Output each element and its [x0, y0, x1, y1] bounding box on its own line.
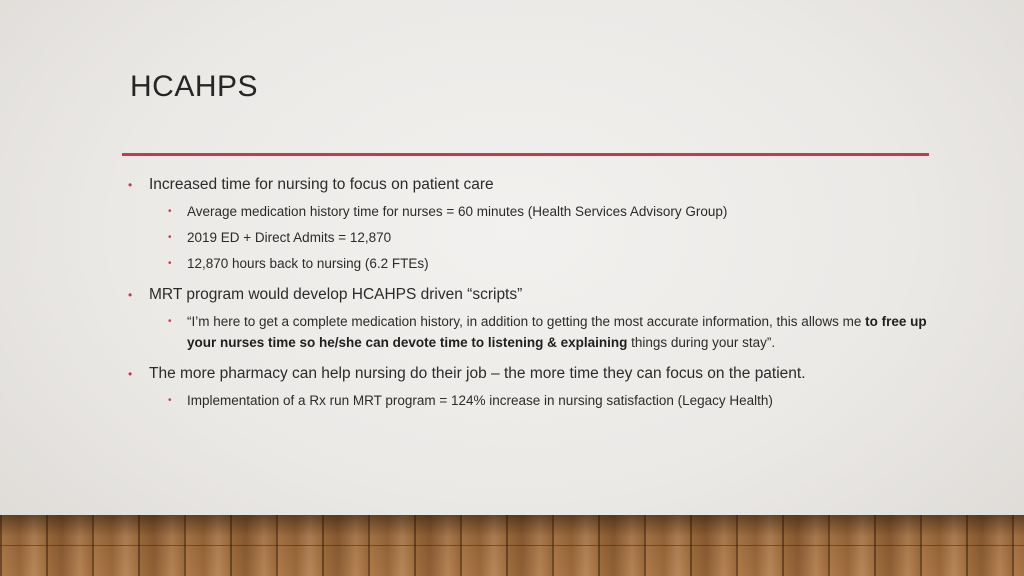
bullet-dot-icon: • — [168, 232, 172, 243]
bullet-dot-icon: • — [168, 258, 172, 269]
bullet-1-text: Increased time for nursing to focus on patient care — [149, 176, 494, 193]
quote-text-after: things during your stay”. — [627, 335, 776, 350]
bullet-2 — [128, 284, 928, 306]
bullet-dot-icon: • — [128, 367, 133, 381]
quote-text-bold: to free up your nurses time so he/she can devote time to listening & explaining — [187, 314, 927, 350]
title-divider — [122, 153, 929, 156]
sub-bullet-text: Average medication history time for nurses = 60 minutes (Health Services Advisory Group) — [187, 204, 728, 219]
sub-bullet-text: 12,870 hours back to nursing (6.2 FTEs) — [187, 256, 429, 271]
sub-bullet — [168, 227, 928, 248]
bullet-1 — [128, 174, 928, 196]
bullet-3-text: The more pharmacy can help nursing do their job – the more time they can focus on the patient. — [149, 365, 806, 382]
slide-content — [128, 174, 928, 411]
sub-bullet-text: 2019 ED + Direct Admits = 12,870 — [187, 230, 392, 245]
sub-bullet — [168, 390, 928, 411]
bullet-1-sublist — [168, 201, 928, 274]
bullet-dot-icon: • — [168, 206, 172, 217]
sub-bullet-text: Implementation of a Rx run MRT program = 124% increase in nursing satisfaction (Legacy Health) — [187, 393, 773, 408]
quote-text-before: “I’m here to get a complete medication history, in addition to getting the most accurate information, this allows me — [187, 314, 866, 329]
bullet-dot-icon: • — [128, 178, 133, 192]
sub-bullet — [168, 201, 928, 222]
bullet-dot-icon: • — [168, 316, 172, 327]
bullet-3 — [128, 363, 928, 385]
bullet-3-sublist — [168, 390, 928, 411]
sub-bullet — [168, 253, 928, 274]
bullet-2-text: MRT program would develop HCAHPS driven “scripts” — [149, 286, 523, 303]
bullet-2-sublist — [168, 311, 928, 353]
sub-bullet-quote — [168, 311, 928, 353]
wood-floor-decoration — [0, 515, 1024, 576]
bullet-dot-icon: • — [168, 395, 172, 406]
bullet-dot-icon: • — [128, 288, 133, 302]
slide-title: HCAHPS — [130, 70, 259, 103]
